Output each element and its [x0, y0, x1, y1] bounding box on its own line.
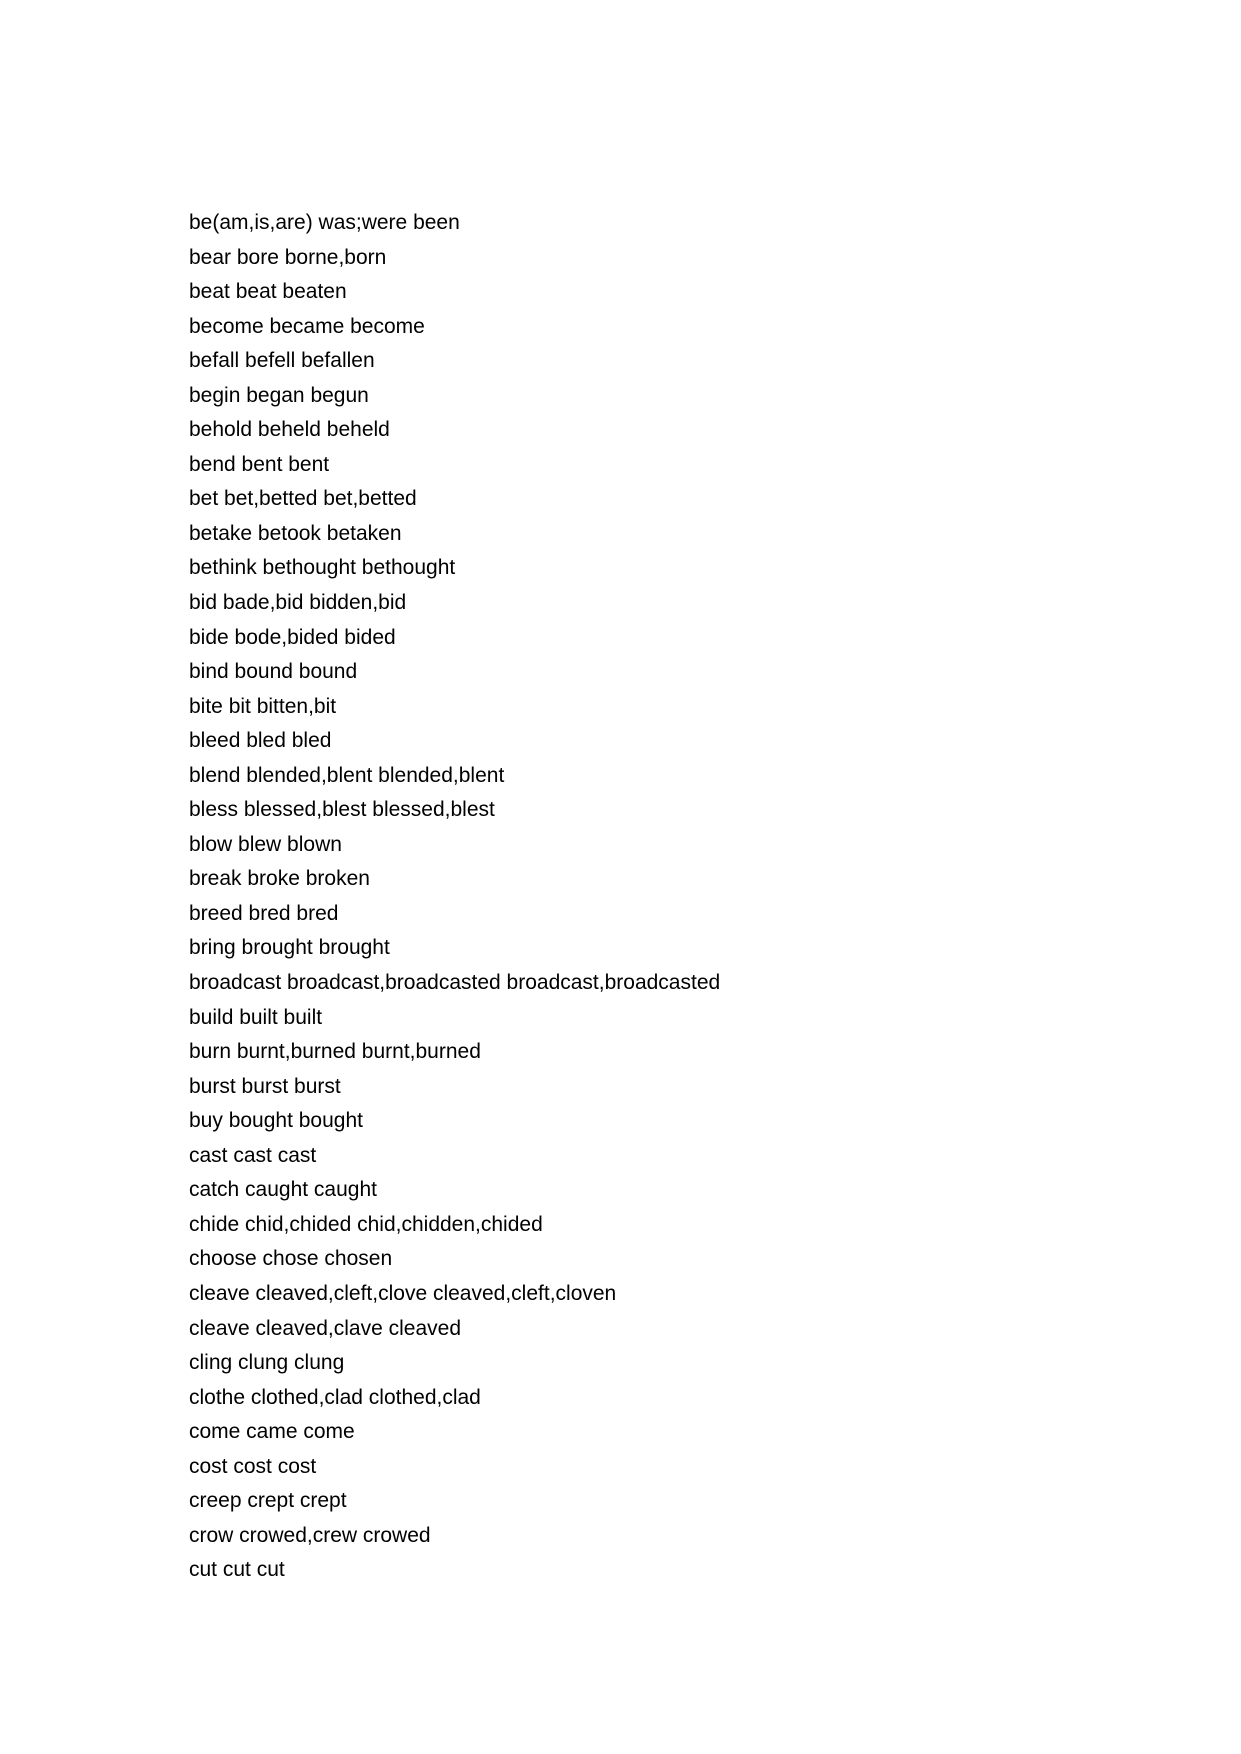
verb-line: chide chid,chided chid,chidden,chided	[189, 1212, 543, 1236]
verb-line: cleave cleaved,cleft,clove cleaved,cleft,cloven	[189, 1281, 617, 1305]
verb-line: bless blessed,blest blessed,blest	[189, 798, 495, 822]
verb-line: burn burnt,burned burnt,burned	[189, 1040, 481, 1064]
verb-line: bring brought brought	[189, 936, 390, 960]
verb-line: behold beheld beheld	[189, 418, 390, 442]
verb-line: bite bit bitten,bit	[189, 694, 337, 718]
verb-line: cleave cleaved,clave cleaved	[189, 1316, 461, 1340]
verb-line: become became become	[189, 314, 425, 338]
verb-line: bide bode,bided bided	[189, 625, 396, 649]
verb-line: break broke broken	[189, 867, 370, 891]
verb-line: catch caught caught	[189, 1178, 377, 1202]
verb-line: bid bade,bid bidden,bid	[189, 591, 407, 615]
verb-line: befall befell befallen	[189, 349, 375, 373]
verb-line: cast cast cast	[189, 1143, 317, 1167]
verb-line: bet bet,betted bet,betted	[189, 487, 417, 511]
verb-line: clothe clothed,clad clothed,clad	[189, 1385, 481, 1409]
verb-line: betake betook betaken	[189, 521, 402, 545]
verb-line: begin began begun	[189, 383, 369, 407]
verb-line: blend blended,blent blended,blent	[189, 763, 505, 787]
verb-line: cost cost cost	[189, 1454, 317, 1478]
verb-line: bleed bled bled	[189, 729, 332, 753]
verb-line: crow crowed,crew crowed	[189, 1523, 431, 1547]
verb-line: bend bent bent	[189, 452, 330, 476]
verb-line: beat beat beaten	[189, 280, 347, 304]
verb-line: be(am,is,are) was;were been	[189, 211, 460, 234]
verb-line: bind bound bound	[189, 660, 358, 684]
verb-line: build built built	[189, 1005, 323, 1029]
verb-line: cling clung clung	[189, 1351, 345, 1375]
verb-line: come came come	[189, 1420, 355, 1444]
verb-line: bethink bethought bethought	[189, 556, 456, 580]
verb-line: burst burst burst	[189, 1074, 341, 1098]
irregular-verb-list	[189, 206, 720, 1588]
verb-line: buy bought bought	[189, 1109, 363, 1133]
verb-line: choose chose chosen	[189, 1247, 393, 1271]
verb-line: bear bore borne,born	[189, 245, 387, 269]
verb-line: cut cut cut	[189, 1558, 285, 1582]
verb-line: breed bred bred	[189, 901, 339, 925]
verb-line: creep crept crept	[189, 1489, 347, 1513]
verb-line: blow blew blown	[189, 832, 342, 856]
verb-line: broadcast broadcast,broadcasted broadcast,broadcasted	[189, 971, 721, 995]
